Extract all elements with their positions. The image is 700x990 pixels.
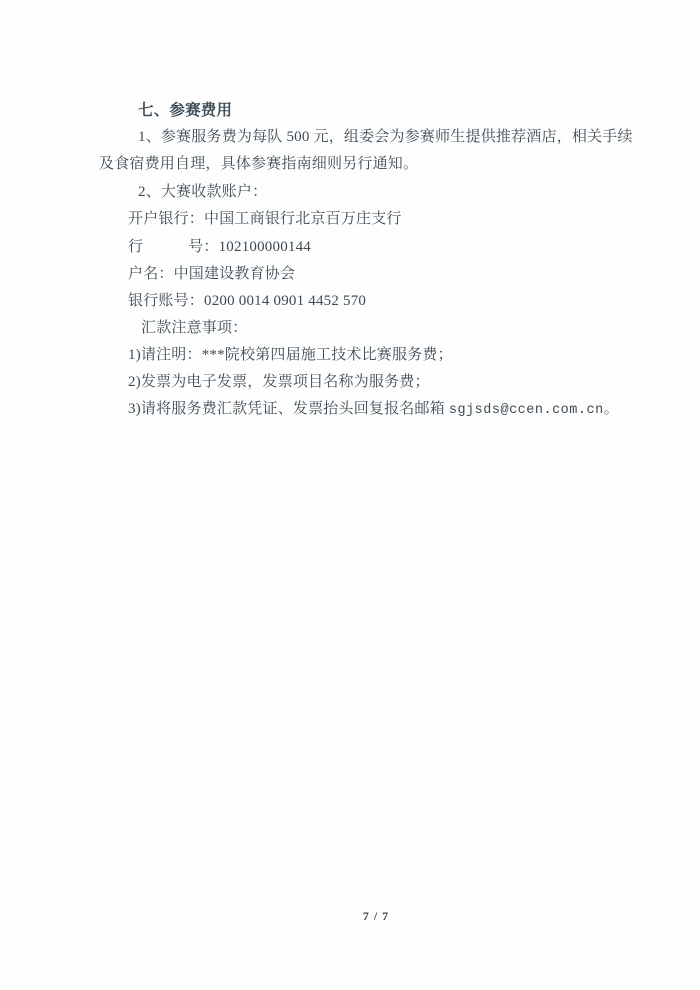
- bank-name-row: [128, 210, 402, 229]
- page-number: 7 / 7: [362, 909, 390, 923]
- account-number-label: 银行账号：: [128, 293, 205, 309]
- bank-number-row: [128, 238, 311, 257]
- bank-name-value: 中国工商银行北京百万庄支行: [204, 211, 402, 227]
- remittance-note-2: 2)发票为电子发票，发票项目名称为服务费；: [128, 374, 430, 390]
- bank-number-label-right: 号：: [188, 239, 219, 255]
- account-heading: 2、大赛收款账户：: [138, 184, 268, 200]
- registration-email: sgjsds@ccen.com.cn: [448, 403, 604, 418]
- account-number-value: 0200 0014 0901 4452 570: [204, 293, 367, 309]
- account-name-label: 户名：: [128, 266, 174, 282]
- remittance-note-3-text: 3)请将服务费汇款凭证、发票抬头回复报名邮箱: [128, 401, 449, 417]
- bank-name-label: 开户银行：: [128, 211, 205, 227]
- fee-paragraph-line2: 及食宿费用自理，具体参赛指南细则另行通知。: [99, 156, 419, 172]
- account-number-row: [128, 292, 366, 311]
- bank-number-label-left: 行: [128, 239, 144, 255]
- bank-number-value: 102100000144: [218, 239, 312, 255]
- account-name-row: [128, 265, 295, 284]
- remittance-notes-heading: 汇款注意事项：: [141, 320, 248, 336]
- remittance-note-3-period: 。: [603, 401, 619, 417]
- section-heading: 七、参赛费用: [138, 102, 233, 119]
- remittance-note-3: [128, 400, 619, 420]
- remittance-note-1: 1)请注明：***院校第四届施工技术比赛服务费；: [128, 347, 453, 363]
- account-name-value: 中国建设教育协会: [173, 266, 296, 282]
- fee-paragraph-line1: 1、参赛服务费为每队 500 元，组委会为参赛师生提供推荐酒店，相关手续: [138, 129, 633, 145]
